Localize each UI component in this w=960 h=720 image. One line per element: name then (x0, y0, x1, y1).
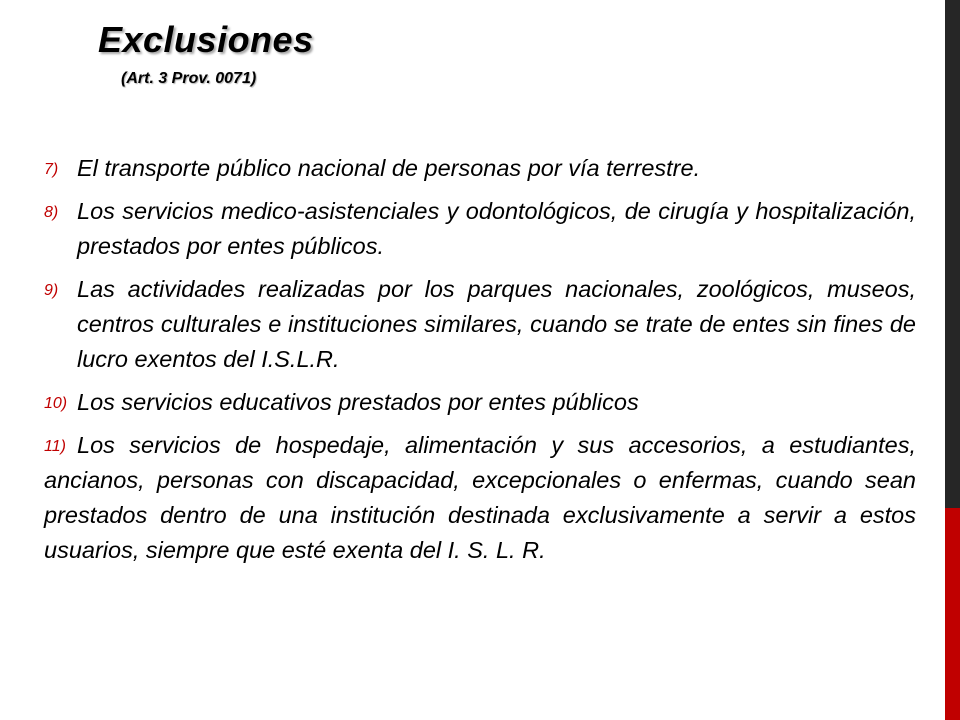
list-number: 9) (44, 282, 59, 299)
list-item-11 (44, 428, 916, 568)
list-item-text: Las actividades realizadas por los parques nacionales, zoológicos, museos, centros culturales e instituciones similares, cuando se trate de entes sin fines de lucro exentos del I.S.L.R. (77, 276, 916, 372)
side-accent-bar-red (945, 508, 960, 720)
list-item-text: Los servicios educativos prestados por entes públicos (77, 389, 639, 415)
list-item-text: Los servicios medico-asistenciales y odontológicos, de cirugía y hospitalización, prestados por entes públicos. (77, 198, 916, 259)
list-item-9 (44, 272, 916, 377)
slide-title: Exclusiones (98, 19, 314, 60)
list-number: 11) (44, 438, 66, 455)
exclusions-list (44, 151, 916, 576)
list-item-text: El transporte público nacional de personas por vía terrestre. (77, 155, 701, 181)
list-item-7 (44, 151, 916, 186)
list-item-8 (44, 194, 916, 264)
list-item-10 (44, 385, 916, 420)
list-number: 10) (44, 395, 68, 412)
side-accent-bar-dark (945, 0, 960, 508)
slide-subtitle: (Art. 3 Prov. 0071) (121, 70, 257, 87)
list-number: 8) (44, 204, 59, 221)
list-number: 7) (44, 161, 59, 178)
list-item-text: Los servicios de hospedaje, alimentación y sus accesorios, a estudiantes, ancianos, personas con discapacidad, excepcionales o enfermas, cuando sean prestados dentro de una institución destinada exclusivamente a servir a estos usuarios, siempre que esté exenta del I. S. L. R. (44, 432, 916, 563)
